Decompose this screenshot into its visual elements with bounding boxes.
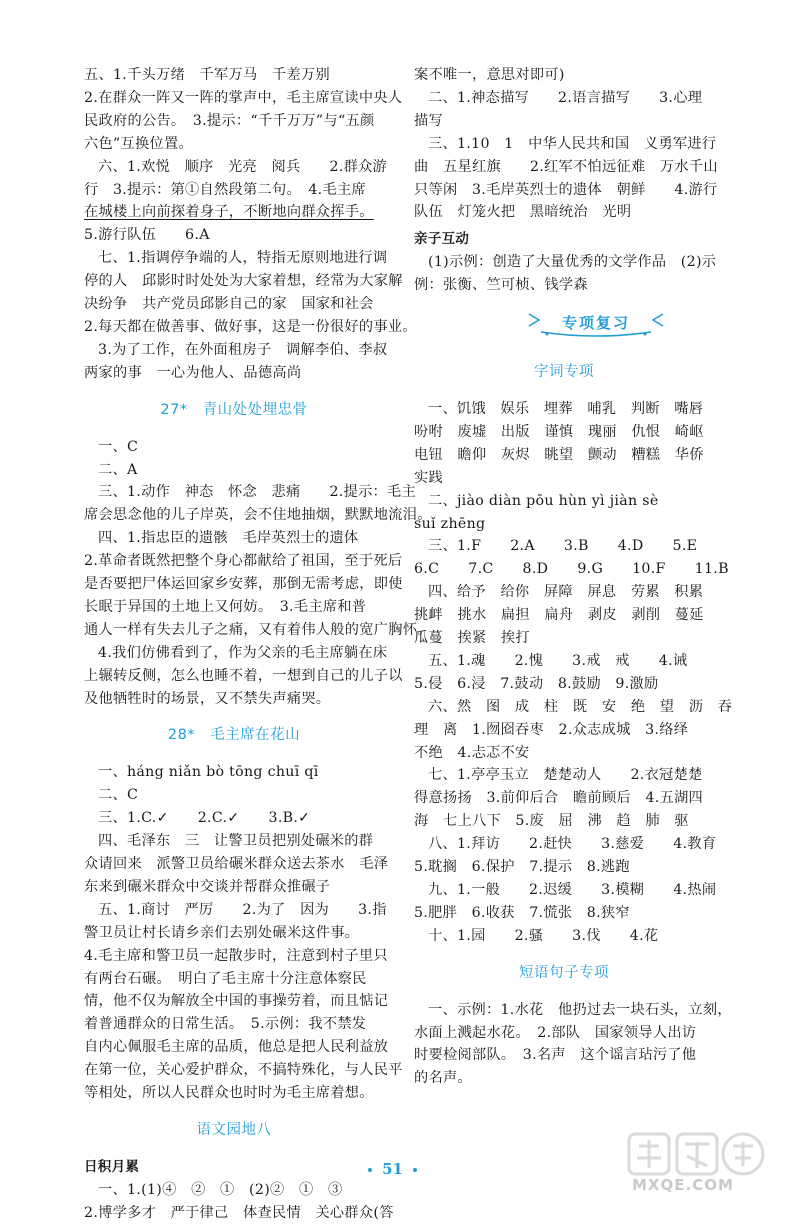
answer-line: 3.为了工作，在外面租房子 调解李伯、李叔 bbox=[98, 341, 388, 358]
answer-line: 五、1.商讨 严厉 2.为了 因为 3.指 bbox=[98, 901, 387, 918]
answer-line: 6.C 7.C 8.D 9.G 10.F 11.B bbox=[414, 561, 729, 578]
answer-line: (1)示例：创造了大量优秀的文学作品 (2)示 bbox=[428, 254, 717, 271]
answer-line: 情，他不仅为解放全中国的事操劳着，而且惦记 bbox=[84, 993, 389, 1010]
answer-line: 得意扬扬 3.前仰后合 瞻前顾后 4.五湖四 bbox=[414, 790, 704, 807]
answer-line: 水面上溅起水花。 2.部队 国家领导人出访 bbox=[414, 1024, 697, 1041]
answer-line: 决纷争 共产党员邱影自己的家 国家和社会 bbox=[84, 296, 374, 313]
subheading-daily-accumulation: 日积月累 bbox=[84, 1158, 140, 1175]
answer-line: 八、1.拜访 2.赶快 3.慈爱 4.教育 bbox=[428, 836, 717, 853]
answer-line: 通人一样有失去儿子之痛，又有着伟人般的宽广胸怀。 bbox=[84, 621, 432, 638]
answer-line: 有两台石碾。 明白了毛主席十分注意体察民 bbox=[84, 970, 367, 987]
answer-line: 十、1.园 2.骚 3.伐 4.花 bbox=[428, 927, 659, 944]
answer-line: 二、A bbox=[98, 461, 138, 478]
answer-line: 2.革命者既然把整个身心都献给了祖国，至于死后 bbox=[84, 553, 403, 570]
section-heading-chinese-garden: 语文园地八 bbox=[196, 1121, 272, 1138]
answer-line: 一、háng niǎn bò tōng chuī qī bbox=[98, 764, 319, 781]
answer-line: 案不唯一，意思对即可) bbox=[414, 67, 565, 83]
answer-line: 四、毛泽东 三 让警卫员把别处碾米的群 bbox=[98, 833, 374, 850]
answer-line: 着普通群众的日常生活。 5.示例：我不禁发 bbox=[84, 1016, 367, 1033]
answer-line: 停的人 邱影时时处处为大家着想，经常为大家解 bbox=[84, 273, 403, 290]
answer-line: 队伍 灯笼火把 黑暗统治 光明 bbox=[414, 204, 632, 221]
answer-line: 六色”互换位置。 bbox=[84, 135, 193, 152]
answer-line: 三、1.动作 神态 怀念 悲痛 2.提示：毛主 bbox=[98, 484, 417, 501]
answer-line: 三、1.10 1 中华人民共和国 义勇军进行 bbox=[428, 135, 717, 152]
answer-line: 一、饥饿 娱乐 埋葬 哺乳 判断 嘴唇 bbox=[428, 400, 704, 417]
answer-line: 5.肥胖 6.收获 7.慌张 8.狭窄 bbox=[414, 904, 630, 921]
answer-line: 二、C bbox=[98, 787, 139, 804]
answer-line: 一、1.(1)④ ② ① (2)② ① ③ bbox=[98, 1181, 343, 1198]
answer-line: 众请回来 派警卫员给碾米群众送去茶水 毛泽 bbox=[84, 856, 389, 872]
answer-line: 七、1.亭亭玉立 楚楚动人 2.衣冠楚楚 bbox=[428, 767, 703, 784]
page-number-value: 51 bbox=[382, 1160, 403, 1178]
answer-line: 六、然 图 成 柱 既 安 绝 望 沥 吞 bbox=[428, 698, 733, 715]
section-heading-lesson-27: 27* 青山处处埋忠骨 bbox=[160, 401, 308, 418]
answer-line: 曲 五星红旗 2.红军不怕远征难 万水千山 bbox=[414, 158, 718, 175]
answer-line: 电钮 瞻仰 灰烬 眺望 颤动 糟糕 华侨 bbox=[414, 446, 704, 463]
answer-line: 东来到碾米群众中交谈并帮群众推碾子 bbox=[84, 878, 331, 895]
section-heading-lesson-28: 28* 毛主席在花山 bbox=[167, 727, 301, 744]
answer-line: 时要检阅部队。 3.名声 这个谣言玷污了他 bbox=[414, 1047, 697, 1064]
answer-line: 四、1.指忠臣的遗骸 毛岸英烈士的遗体 bbox=[98, 530, 359, 547]
answer-line: 5.游行队伍 6.A bbox=[84, 227, 210, 244]
watermark-url: MXQE.COM bbox=[632, 1176, 734, 1194]
answer-line: 五、1.魂 2.愧 3.戒 戒 4.诫 bbox=[428, 652, 688, 669]
answer-line: 四、给予 给你 屏障 屏息 劳累 积累 bbox=[428, 584, 704, 601]
answer-line: 及他牺牲时的场景，又不禁失声痛哭。 bbox=[84, 690, 331, 707]
answer-line: 警卫员让村长请乡亲们去别处碾米这件事。 bbox=[84, 924, 360, 941]
answer-line: 吩咐 废墟 出版 谨慎 瑰丽 仇恨 崎岖 bbox=[414, 423, 704, 440]
answer-line: 海 七上八下 5.废 屈 沸 趋 肺 驱 bbox=[414, 813, 689, 830]
answer-line: 三、1.F 2.A 3.B 4.D 5.E bbox=[428, 538, 698, 555]
answer-line: 描写 bbox=[414, 112, 443, 129]
answer-line: 4.毛主席和警卫员一起散步时，注意到村子里只 bbox=[84, 947, 388, 964]
answer-line: 理 离 1.囫囵吞枣 2.众志成城 3.络绎 bbox=[414, 721, 689, 738]
answer-line: 在第一位，关心爱护群众，不搞特殊化，与人民平 bbox=[84, 1062, 403, 1079]
answer-line: 挑衅 挑水 扁担 扁舟 剥皮 剥削 蔓延 bbox=[414, 607, 704, 624]
answer-line: 两家的事 一心为他人、品德高尚 bbox=[84, 364, 302, 381]
answer-line: 2.在群众一阵又一阵的掌声中，毛主席宣读中央人 bbox=[84, 89, 403, 106]
answer-line: 二、1.神态描写 2.语言描写 3.心理 bbox=[428, 89, 703, 106]
answer-line: 上辗转反侧，怎么也睡不着，一想到自己的儿子以 bbox=[84, 667, 403, 684]
answer-line: 2.每天都在做善事、做好事，这是一份很好的事业。 bbox=[84, 318, 417, 335]
answer-line: 例：张衡、竺可桢、钱学森 bbox=[414, 277, 588, 294]
answer-line: 一、C bbox=[98, 438, 139, 455]
dot-icon bbox=[368, 1168, 372, 1172]
answer-line: 自内心佩服毛主席的品质，他总是把人民利益放 bbox=[84, 1039, 389, 1056]
answer-line: 不绝 4.忐忑不安 bbox=[414, 744, 530, 761]
dot-icon bbox=[413, 1168, 417, 1172]
answer-line: 长眠于异国的土地上又何妨。 3.毛主席和普 bbox=[84, 598, 367, 615]
answer-line: suǐ zhēng bbox=[414, 515, 486, 532]
subheading-parent-child: 亲子互动 bbox=[414, 231, 470, 248]
answer-line: 5.耽搁 6.保护 7.提示 8.逃跑 bbox=[414, 859, 630, 876]
banner-title: 专项复习 bbox=[561, 314, 630, 332]
answer-line: 是否要把尸体运回家乡安葬，那倒无需考虑，即使 bbox=[84, 576, 403, 593]
answer-line: 席会思念他的儿子岸英，会不住地抽烟，默默地流泪。 bbox=[84, 507, 432, 524]
answer-line: 九、1.一般 2.迟缓 3.模糊 4.热闹 bbox=[428, 882, 717, 898]
answer-line: 五、1.千头万绪 千军万马 千差万别 bbox=[84, 67, 330, 83]
answer-line: 瓜蔓 挨紧 挨打 bbox=[414, 630, 530, 647]
right-column bbox=[414, 64, 733, 1090]
answer-line: 的名声。 bbox=[414, 1070, 472, 1087]
answer-line: 实践 bbox=[414, 469, 443, 486]
section-heading-words: 字词专项 bbox=[534, 364, 594, 381]
answer-line-underlined: 在城楼上向前探着身子，不断地向群众挥手。 bbox=[84, 204, 374, 221]
special-review-banner bbox=[521, 306, 671, 338]
answer-line: 一、示例：1.水花 他扔过去一块石头，立刻， bbox=[428, 1001, 732, 1018]
section-heading-phrases: 短语句子专项 bbox=[519, 964, 609, 981]
answer-line: 2.博学多才 严于律己 体查民情 关心群众(答 bbox=[84, 1204, 394, 1221]
answer-line: 4.我们仿佛看到了，作为父亲的毛主席躺在床 bbox=[98, 644, 388, 661]
answer-line: 七、1.指调停争端的人，特指无原则地进行调 bbox=[98, 250, 388, 267]
answer-line: 5.侵 6.浸 7.鼓动 8.鼓励 9.激励 bbox=[414, 675, 659, 692]
answer-line: 等相处，所以人民群众也时时为毛主席着想。 bbox=[84, 1085, 374, 1102]
answer-line: 行 3.提示：第①自然段第二句。 4.毛主席 bbox=[84, 181, 366, 198]
answer-line: 民政府的公告。 3.提示：“千千万万”与“五颜 bbox=[84, 112, 375, 129]
answer-line: 二、jiào diàn pōu hùn yì jiàn sè bbox=[428, 492, 659, 509]
answer-line: 只等闲 3.毛岸英烈士的遗体 朝鲜 4.游行 bbox=[414, 181, 718, 198]
answer-line: 三、1.C.✓ 2.C.✓ 3.B.✓ bbox=[98, 810, 311, 827]
answer-line: 六、1.欢悦 顺序 光亮 阅兵 2.群众游 bbox=[98, 158, 388, 175]
